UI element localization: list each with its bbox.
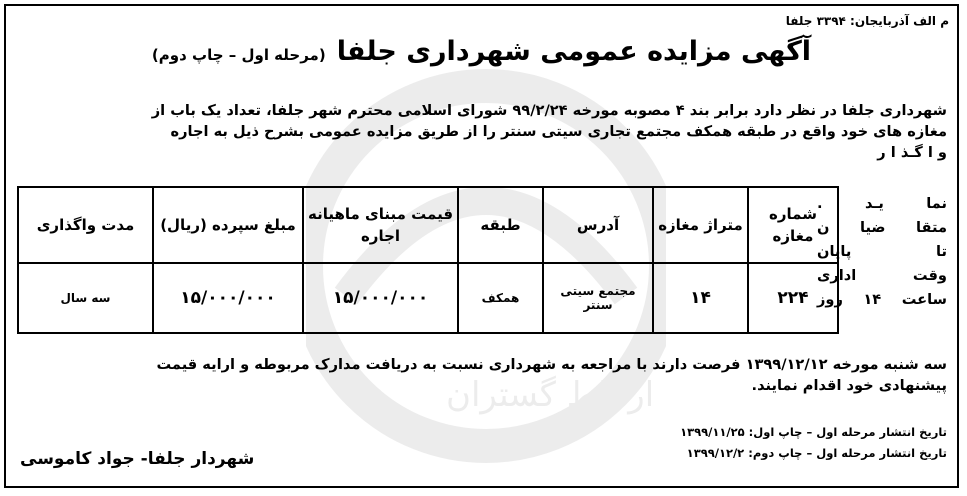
table-header-row bbox=[18, 187, 838, 263]
header-duration: مدت واگذاری bbox=[18, 187, 153, 263]
notice-title bbox=[6, 36, 957, 67]
cell-duration: سه سال bbox=[18, 263, 153, 333]
cell-base-rent: ۱۵/۰۰۰/۰۰۰ bbox=[303, 263, 458, 333]
publish-date-second: تاریخ انتشار مرحله اول – چاپ دوم: ۱۳۹۹/۱۲/۲ bbox=[686, 446, 947, 460]
intro-line: شهرداری جلفا در نظر دارد برابر بند ۴ مصوبه مورخه ۹۹/۲/۲۴ شورای اسلامی محترم شهر جلفا، تعداد یک باب از bbox=[151, 102, 947, 119]
publish-date-first: تاریخ انتشار مرحله اول – چاپ اول: ۱۳۹۹/۱۱/۲۵ bbox=[680, 425, 947, 439]
side-line: متقا ضیا ن bbox=[817, 219, 947, 236]
cell-shop-number: ۲۲۴ bbox=[748, 263, 838, 333]
header-floor: طبقه bbox=[458, 187, 543, 263]
cell-floor: همکف bbox=[458, 263, 543, 333]
side-line: تا پایان bbox=[817, 243, 947, 260]
closing-paragraph bbox=[156, 354, 947, 396]
header-base-rent: قیمت مبنای ماهیانه اجاره bbox=[303, 187, 458, 263]
cell-shop-area: ۱۴ bbox=[653, 263, 748, 333]
header-deposit: مبلغ سپرده (ریال) bbox=[153, 187, 303, 263]
title-note: (مرحله اول – چاپ دوم) bbox=[151, 46, 326, 64]
publish-dates bbox=[680, 422, 947, 464]
cell-address: مجتمع سیتی سنتر bbox=[543, 263, 653, 333]
side-line: وقت اداری bbox=[817, 267, 947, 284]
closing-line: سه شنبه مورخه ۱۳۹۹/۱۲/۱۲ فرصت دارند با مراجعه به شهرداری نسبت به دریافت مدارک مربوطه و ارایه قیمت bbox=[156, 356, 947, 373]
closing-line: پیشنهادی خود اقدام نمایند. bbox=[751, 377, 947, 394]
title-main: آگهی مزایده عمومی شهرداری جلفا bbox=[336, 36, 812, 67]
auction-table bbox=[17, 186, 839, 334]
cell-deposit: ۱۵/۰۰۰/۰۰۰ bbox=[153, 263, 303, 333]
header-shop-number: شماره مغازه bbox=[748, 187, 838, 263]
header-address: آدرس bbox=[543, 187, 653, 263]
intro-paragraph bbox=[152, 100, 947, 163]
intro-line: و ا گـذ ا ر bbox=[877, 144, 947, 161]
side-line: ساعت ۱۴ روز bbox=[817, 291, 947, 308]
side-line: نما یـد . bbox=[817, 195, 947, 212]
intro-line: مغازه های خود واقع در طبقه همکف مجتمع تجاری سیتی سنتر را از طریق مزایده عمومی بشرح ذیل به اجاره bbox=[170, 123, 947, 140]
signature: شهردار جلفا- جواد کاموسی bbox=[20, 449, 255, 469]
watermark-text: ارتباط گستران bbox=[446, 375, 655, 415]
table-row bbox=[18, 263, 838, 333]
notice-frame bbox=[4, 4, 959, 488]
notice-code: م الف آذربایجان: ۳۳۹۴ جلفا bbox=[785, 14, 949, 28]
header-shop-area: متراژ مغازه bbox=[653, 187, 748, 263]
